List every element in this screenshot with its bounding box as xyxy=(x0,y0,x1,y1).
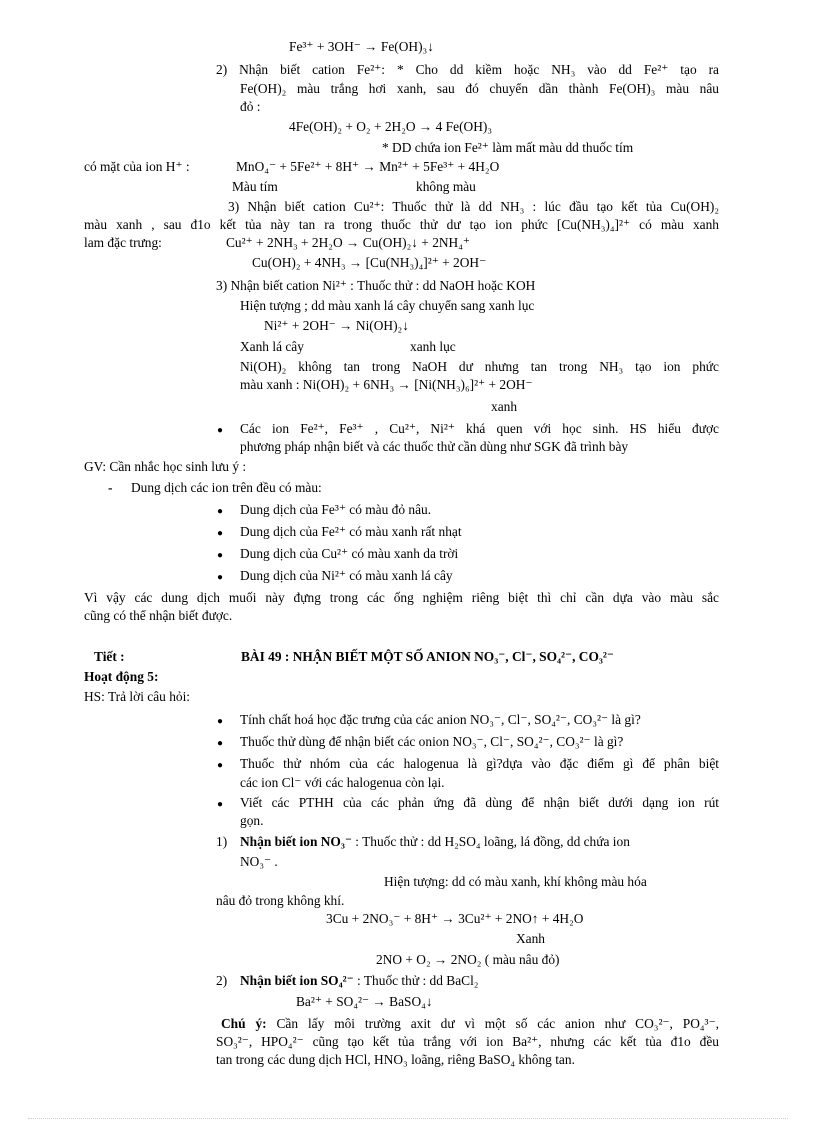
bullet-icon: ● xyxy=(217,799,224,810)
label-blue: xanh xyxy=(491,399,518,414)
text-so4-heading xyxy=(240,972,478,990)
text-fe2-line2: Fe(OH)₂ màu trắng hơi xanh, sau đó chuyển dần thành Fe(OH)₃ màu nâu xyxy=(240,81,719,96)
list-item: Dung dịch của Fe²⁺ có màu xanh rất nhạt xyxy=(240,524,462,539)
text-ni-complex: Ni(OH)₂ không tan trong NaOH dư nhưng tan trong NH₃ tạo ion phức xyxy=(240,359,719,374)
bullet-icon: ● xyxy=(217,425,224,436)
text-note-3: tan trong các dung dịch HCl, HNO₃ loãng, riêng BaSO₄ không tan. xyxy=(216,1052,575,1067)
lesson-title: BÀI 49 : NHẬN BIẾT MỘT SỐ ANION NO₃⁻, Cl⁻, SO₄²⁻, CO₃²⁻ xyxy=(241,649,614,664)
bullet-icon: ● xyxy=(217,716,224,727)
list-item: Thuốc thử nhóm của các halogenua là gì?dựa vào đặc điểm gì để phân biệt xyxy=(240,756,719,771)
reaction-copper-nitrate: 3Cu + 2NO₃⁻ + 8H⁺ → 3Cu²⁺ + 2NO↑ + 4H₂O xyxy=(326,911,584,926)
text-note-2: SO₃²⁻, HPO₄²⁻ cũng tạo kết tủa trắng với ion Ba²⁺, nhưng các kết tủa đ1o đều xyxy=(216,1034,719,1049)
label-green: Xanh lá cây xyxy=(240,339,304,354)
so4-heading-bold: Nhận biết ion SO₄²⁻ xyxy=(240,973,354,988)
reaction-no-oxidation: 2NO + O₂ → 2NO₂ ( màu nâu đỏ) xyxy=(376,952,560,967)
text-conclusion-2: cũng có thể nhận biết được. xyxy=(84,608,233,623)
bullet-icon: ● xyxy=(217,528,224,539)
text-fe2-heading: 2) Nhận biết cation Fe²⁺: * Cho dd kiềm hoặc NH₃ vào dd Fe²⁺ tạo ra xyxy=(216,62,719,77)
text-no3-cont: NO₃⁻ . xyxy=(240,854,278,869)
text-ni2-phenomenon: Hiện tượng ; dd màu xanh lá cây chuyển sang xanh lục xyxy=(240,298,535,313)
list-item: Dung dịch của Fe³⁺ có màu đỏ nâu. xyxy=(240,502,432,517)
reaction-ni-complex: màu xanh : Ni(OH)₂ + 6NH₃ → [Ni(NH₃)₆]²⁺ + 2OH⁻ xyxy=(240,377,533,392)
no3-reagent: : Thuốc thử : dd H₂SO₄ loãng, lá đồng, dd chứa ion xyxy=(351,834,630,849)
text-conclusion: Vì vậy các dung dịch muối này đựng trong các ống nghiệm riêng biệt thì chỉ cần dựa vào màu sắc xyxy=(84,590,719,605)
bullet-icon: ● xyxy=(217,738,224,749)
item-number: 1) xyxy=(216,834,228,849)
bullet-icon: ● xyxy=(217,550,224,561)
text-note xyxy=(221,1015,719,1033)
so4-reagent: : Thuốc thử : dd BaCl₂ xyxy=(353,973,479,988)
note-label: Chú ý: xyxy=(221,1016,267,1031)
reaction-fe3-hydroxide: Fe³⁺ + 3OH⁻ → Fe(OH)₃↓ xyxy=(289,39,434,54)
dash-icon: - xyxy=(108,480,113,495)
bullet-icon: ● xyxy=(217,506,224,517)
list-item: Dung dịch của Cu²⁺ có màu xanh da trời xyxy=(240,546,459,561)
list-item: Dung dịch của Ni²⁺ có màu xanh lá cây xyxy=(240,568,453,583)
text-ions-familiar: Các ion Fe²⁺, Fe³⁺ , Cu²⁺, Ni²⁺ khá quen với học sinh. HS hiểu được xyxy=(240,421,719,436)
text-cu2-line3: lam đặc trưng: xyxy=(84,235,162,250)
reaction-cu-complex: Cu(OH)₂ + 4NH₃ → [Cu(NH₃)₄]²⁺ + 2OH⁻ xyxy=(252,255,487,270)
label-colorless: không màu xyxy=(416,179,476,194)
reaction-ni-hydroxide: Ni²⁺ + 2OH⁻ → Ni(OH)₂↓ xyxy=(264,318,409,333)
list-item-cont: các ion Cl⁻ với các halogenua còn lại. xyxy=(240,775,445,790)
list-item-cont: gọn. xyxy=(240,813,264,828)
label-blue-green: xanh lục xyxy=(410,339,456,354)
text-student-answer: HS: Trả lời câu hỏi: xyxy=(84,689,191,704)
text-no3-heading xyxy=(240,833,719,851)
text-cu2-heading: 3) Nhận biết cation Cu²⁺: Thuốc thử là dd NH₃ : lúc đầu tạo kết tủa Cu(OH)₂ xyxy=(228,199,719,214)
text-teacher-note: GV: Cần nhắc học sinh lưu ý : xyxy=(84,459,247,474)
note-text: Cần lấy môi trường axit dư vì một số các anion như CO₃²⁻, PO₄³⁻, xyxy=(266,1016,719,1031)
list-item: Viết các PTHH của các phản ứng đã dùng để nhận biết dưới dạng ion rút xyxy=(240,795,719,810)
bullet-icon: ● xyxy=(217,572,224,583)
label-purple: Màu tím xyxy=(232,179,278,194)
label-blue-2: Xanh xyxy=(516,931,546,946)
reaction-barium-sulfate: Ba²⁺ + SO₄²⁻ → BaSO₄↓ xyxy=(296,994,433,1009)
text-ions-familiar-2: phương pháp nhận biết và các thuốc thử cần dùng như SGK đã trình bày xyxy=(240,439,629,454)
reaction-cu-ammonia: Cu²⁺ + 2NH₃ + 2H₂O → Cu(OH)₂↓ + 2NH₄⁺ xyxy=(226,235,470,250)
reaction-fe-oxidation: 4Fe(OH)₂ + O₂ + 2H₂O → 4 Fe(OH)₃ xyxy=(289,119,492,134)
text-fe2-line3: đỏ : xyxy=(240,99,261,114)
text-colored-solutions: Dung dịch các ion trên đều có màu: xyxy=(131,480,322,495)
bullet-icon: ● xyxy=(217,760,224,771)
text-permanganate-note: * DD chứa ion Fe²⁺ làm mất màu dd thuốc tím xyxy=(382,140,634,155)
list-item: Thuốc thử dùng để nhận biết các onion NO₃⁻, Cl⁻, SO₄²⁻, CO₃²⁻ là gì? xyxy=(240,734,624,749)
text-no3-phenomenon-2: nâu đỏ trong không khí. xyxy=(216,893,345,908)
text-h-ion: có mặt của ion H⁺ : xyxy=(84,159,190,174)
text-cu2-line2: màu xanh , sau đ1o kết tủa này tan ra trong thuốc thử dư tạo ion phức [Cu(NH₃)₄]²⁺ có màu xanh xyxy=(84,217,719,232)
lesson-period: Tiết : xyxy=(94,649,125,664)
text-ni2-heading: 3) Nhận biết cation Ni²⁺ : Thuốc thử : dd NaOH hoặc KOH xyxy=(216,278,536,293)
reaction-permanganate: MnO₄⁻ + 5Fe²⁺ + 8H⁺ → Mn²⁺ + 5Fe³⁺ + 4H₂O xyxy=(236,159,500,174)
list-item: Tính chất hoá học đặc trưng của các anion NO₃⁻, Cl⁻, SO₄²⁻, CO₃²⁻ là gì? xyxy=(240,712,641,727)
text-no3-phenomenon: Hiện tượng: dd có màu xanh, khí không màu hóa xyxy=(384,874,647,889)
no3-heading-bold: Nhận biết ion NO₃⁻ xyxy=(240,834,352,849)
page-bottom-rule xyxy=(28,1118,788,1119)
activity-heading: Hoạt động 5: xyxy=(84,669,159,684)
item-number: 2) xyxy=(216,973,228,988)
